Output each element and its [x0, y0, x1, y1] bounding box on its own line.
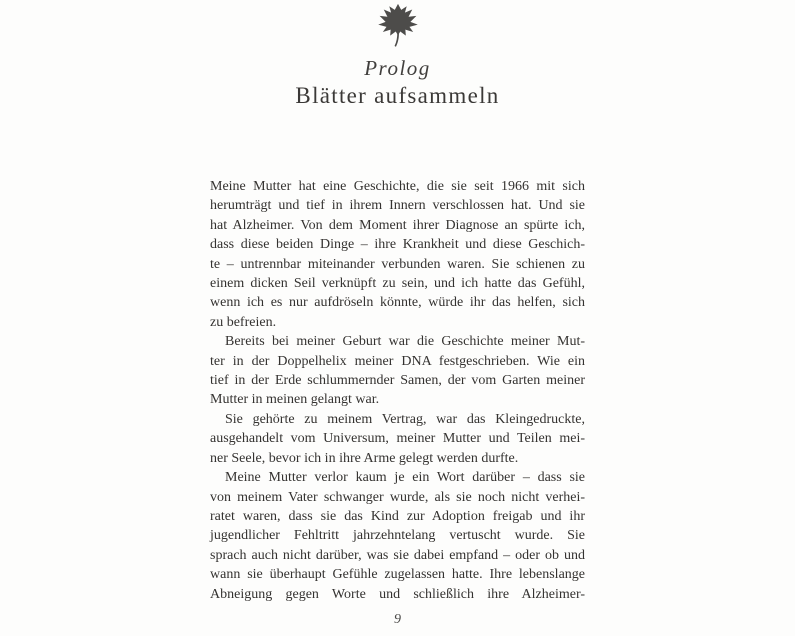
paragraph	[210, 410, 585, 468]
text-line: Meine Mutter verlor kaum je ein Wort darüber – dass sie	[225, 470, 585, 486]
chapter-title: Blätter aufsammeln	[295, 83, 500, 108]
text-line: ratet waren, dass sie das Kind zur Adoption freigab und ihr	[210, 508, 585, 524]
text-line: Bereits bei meiner Geburt war die Geschichte meiner Mut-	[225, 334, 585, 350]
paragraph	[210, 468, 585, 604]
text-line: zu befreien.	[210, 314, 277, 330]
text-line: von meinem Vater schwanger wurde, als sie noch nicht verhei-	[210, 489, 585, 505]
page-number: 9	[394, 612, 401, 627]
text-line: tief in der Erde schlummernder Samen, der vom Garten meiner	[210, 373, 585, 389]
paragraph	[210, 332, 585, 410]
maple-leaf-icon	[0, 3, 795, 49]
text-line: hat Alzheimer. Von dem Moment ihrer Diagnose an spürte ich,	[210, 217, 585, 233]
text-line: einem dicken Seil verknüpft zu sein, und ich hatte das Gefühl,	[210, 276, 585, 292]
text-line: te – untrennbar miteinander verbunden waren. Sie schienen zu	[210, 256, 585, 272]
text-line: Meine Mutter hat eine Geschichte, die sie seit 1966 mit sich	[210, 179, 585, 194]
text-line: Mutter in meinen gelangt war.	[210, 392, 380, 408]
text-line: Sie gehörte zu meinem Vertrag, war das Kleingedruckte,	[225, 411, 585, 427]
text-line: ausgehandelt vom Universum, meiner Mutter und Teilen mei-	[210, 431, 585, 447]
paragraph	[210, 177, 585, 332]
text-line: dass diese beiden Dinge – ihre Krankheit und diese Geschich-	[210, 237, 585, 253]
text-line: ner Seele, bevor ich in ihre Arme gelegt werden durfte.	[210, 450, 519, 466]
text-line: ter in der Doppelhelix meiner DNA festgeschrieben. Wie ein	[210, 353, 585, 369]
text-line: sprach auch nicht darüber, was sie dabei empfand – oder ob und	[210, 547, 585, 563]
text-line: Abneigung gegen Worte und schließlich ihre Alzheimer-	[210, 586, 585, 602]
chapter-kicker: Prolog	[364, 56, 431, 80]
text-line: wann sie überhaupt Gefühle zugelassen hatte. Ihre lebenslange	[210, 567, 585, 583]
body-text	[210, 177, 585, 604]
text-line: jugendlicher Fehltritt jahrzehntelang vertuscht wurde. Sie	[210, 528, 585, 544]
text-line: wenn ich es nur aufdröseln könnte, würde ihr das helfen, sich	[210, 295, 585, 311]
text-line: herumträgt und tief in ihrem Innern verschlossen hat. Und sie	[210, 198, 585, 214]
